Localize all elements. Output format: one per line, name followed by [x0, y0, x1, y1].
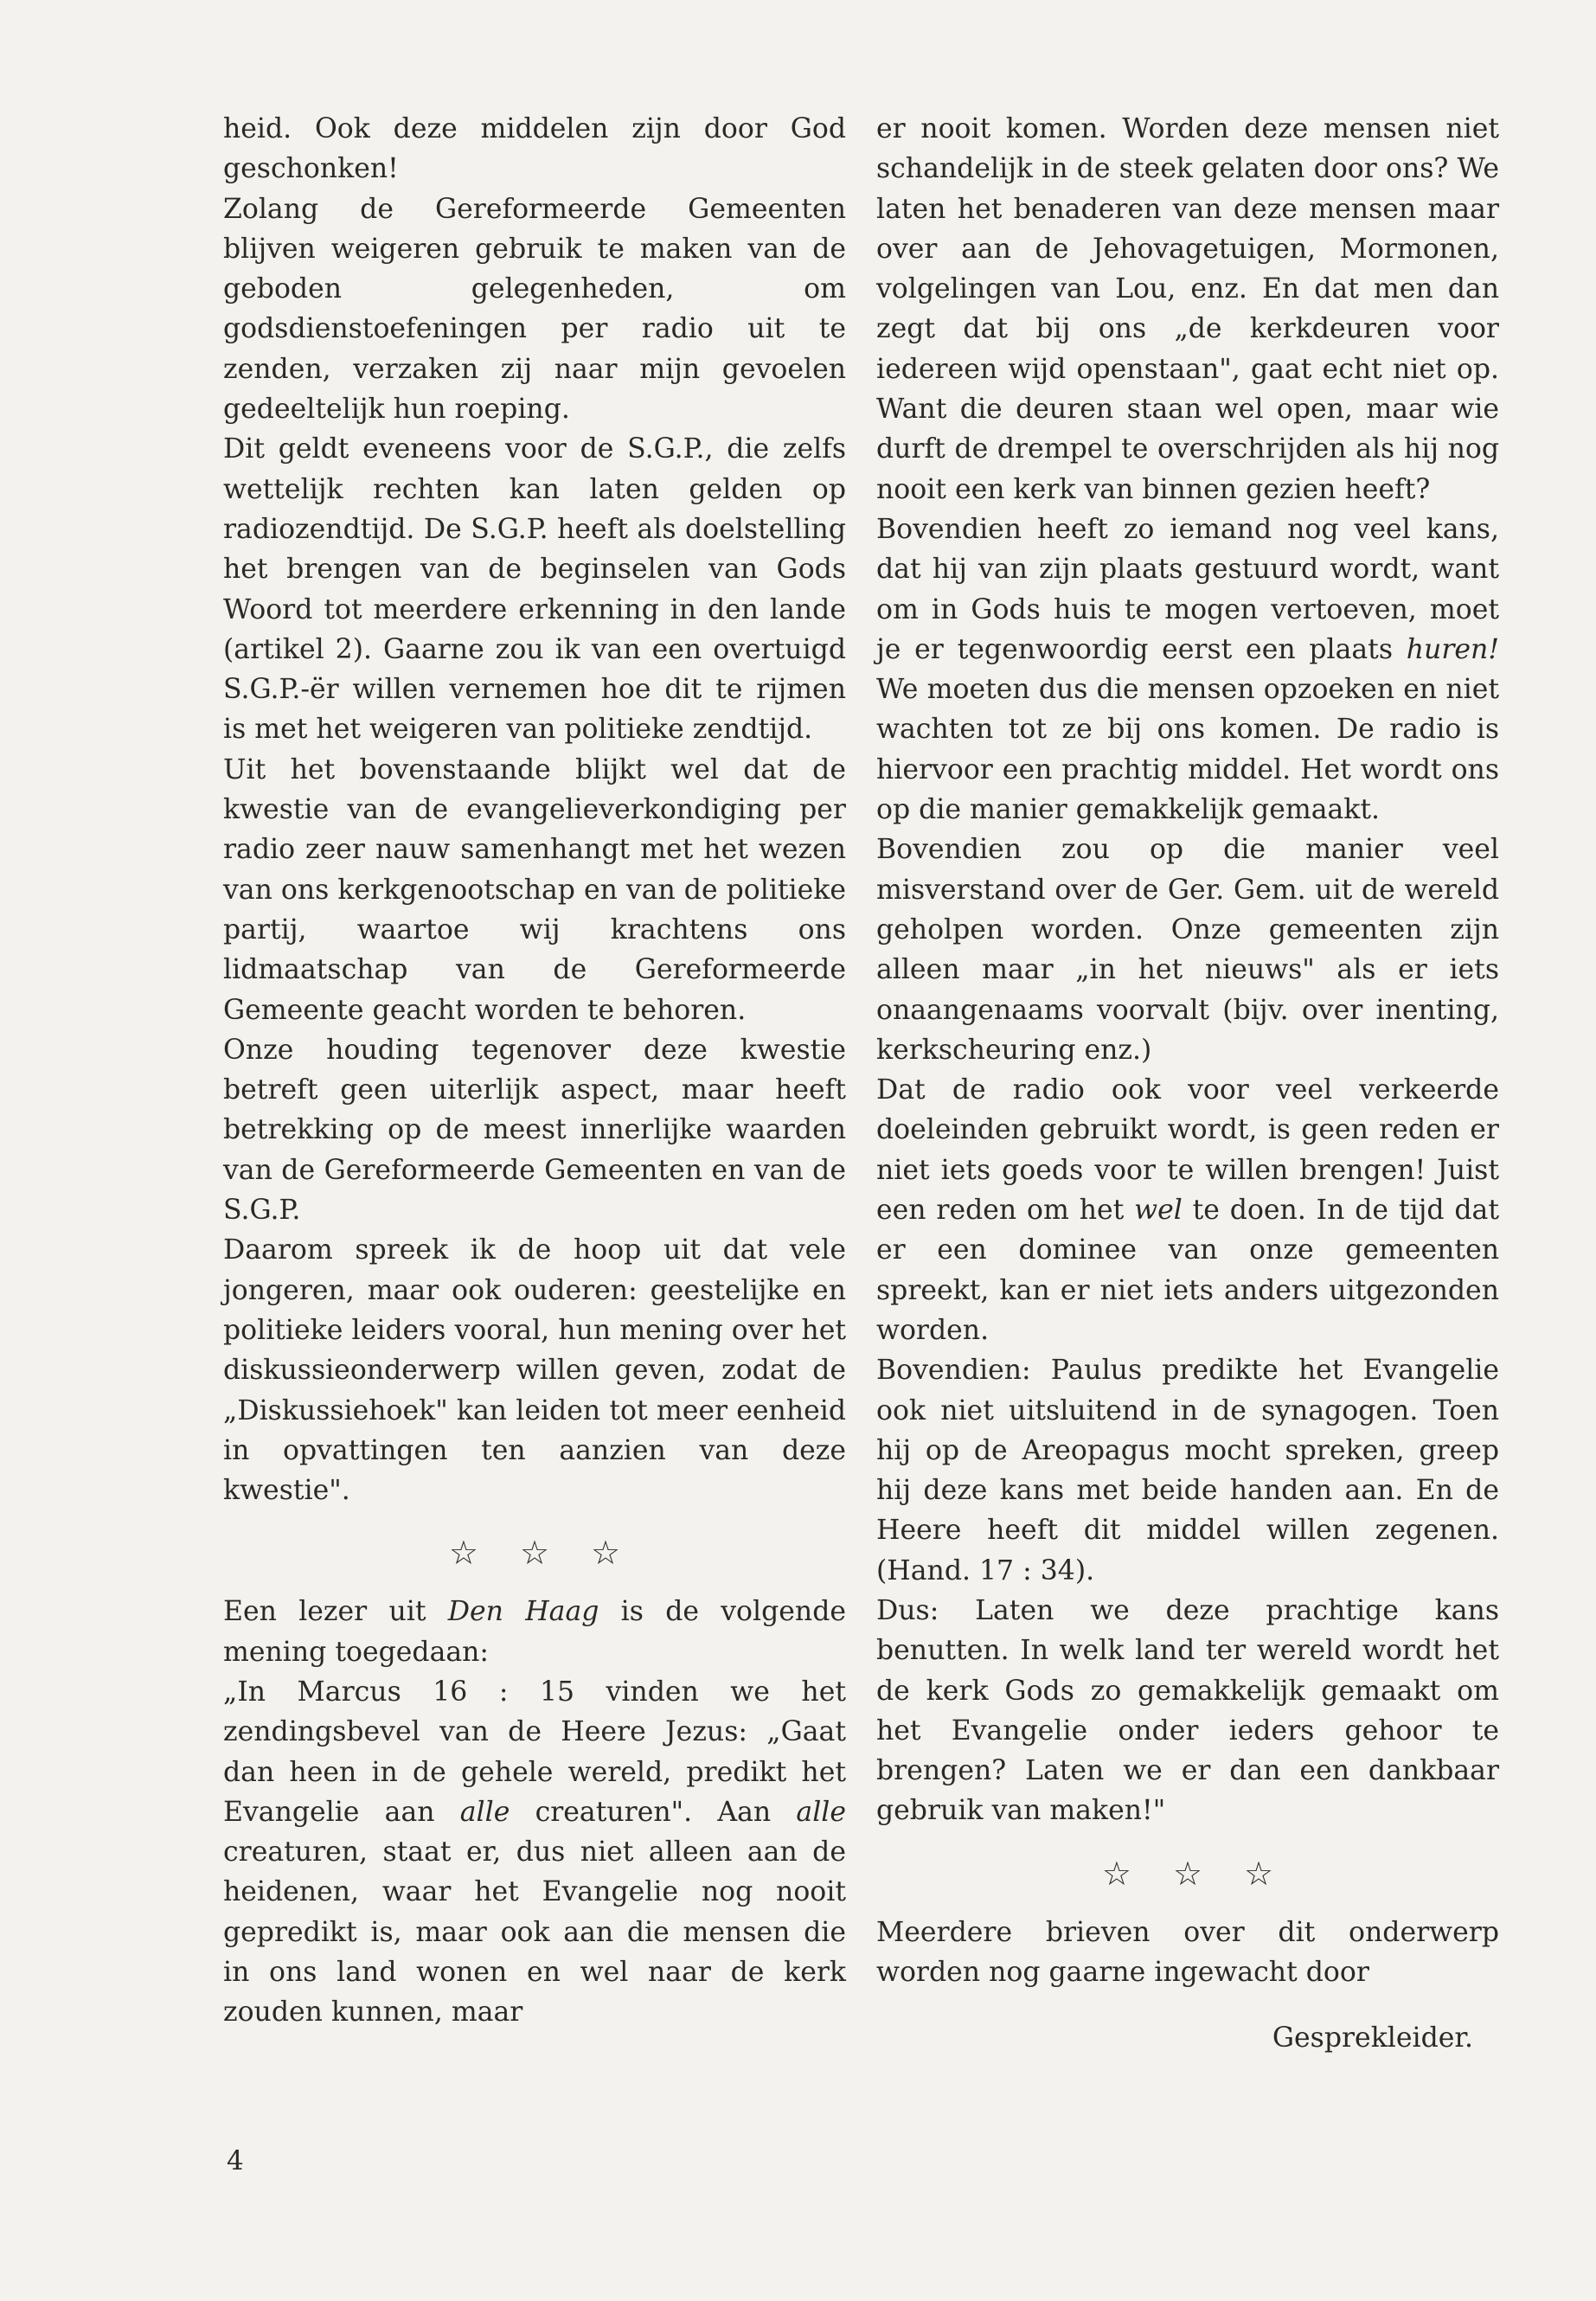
- star-icon: ☆: [1172, 1854, 1203, 1893]
- paragraph: Bovendien zou op die manier veel misverstand over de Ger. Gem. uit de wereld geholpen worden. Onze gemeenten zijn alleen maar „in het nieuws" als er iets onaangenaams voorvalt (bijv. over inenting, kerkscheuring enz.): [876, 834, 1499, 1066]
- paragraph: [876, 1070, 1499, 1350]
- text-run: „In Marcus 16 : 15 vinden we het zendingsbevel van de Heere Jezus: „Gaat dan heen in de gehele wereld, predikt het Evangelie aan: [223, 1676, 846, 1828]
- paragraph: [223, 1592, 846, 1672]
- right-column: [876, 109, 1499, 2059]
- star-icon: ☆: [1101, 1854, 1131, 1893]
- paragraph: [223, 1672, 846, 2033]
- text-run: Dat de radio ook voor veel verkeerde doeleinden gebruikt wordt, is geen reden er niet iets goeds voor te willen brengen! Juist een reden om het: [876, 1074, 1499, 1227]
- emphasis: alle: [796, 1796, 846, 1828]
- text-run: te doen. In de tijd dat er een dominee van onze gemeenten spreekt, kan er niet iets anders uitgezonden worden.: [876, 1195, 1499, 1346]
- text-run: is de volgende mening toegedaan:: [223, 1596, 846, 1668]
- text-run: Bovendien heeft zo iemand nog veel kans, dat hij van zijn plaats gestuurd wordt, want om in Gods huis te mogen vertoeven, moet je er tegenwoordig eerst een plaats: [876, 513, 1499, 665]
- paragraph: Dus: Laten we deze prachtige kans benutten. In welk land ter wereld wordt het de kerk Gods zo gemakkelijk gemaakt om het Evangelie onder ieders gehoor te brengen? Laten we er dan een dankbaar gebruik van maken!": [876, 1594, 1499, 1827]
- page-number: 4: [227, 2145, 244, 2176]
- paragraph: Bovendien: Paulus predikte het Evangelie ook niet uitsluitend in de synagogen. Toen hij op de Areopagus mocht spreken, greep hij deze kans met beide handen aan. En de Heere heeft dit middel willen zegenen. (Hand. 17 : 34).: [876, 1355, 1499, 1586]
- paragraph: Zolang de Gereformeerde Gemeenten blijven weigeren gebruik te maken van de geboden gelegenheden, om godsdienstoefeningen per radio uit te zenden, verzaken zij naar mijn gevoelen gedeeltelijk hun roeping.: [223, 193, 846, 426]
- star-icon: ☆: [519, 1534, 550, 1573]
- paragraph: Onze houding tegenover deze kwestie betreft geen uiterlijk aspect, maar heeft betrekking op de meest innerlijke waarden van de Gereformeerde Gemeenten en van de S.G.P.: [223, 1034, 846, 1227]
- paragraph: Daarom spreek ik de hoop uit dat vele jongeren, maar ook ouderen: geestelijke en politieke leiders vooral, hun mening over het diskussieonderwerp willen geven, zodat de „Diskussiehoek" kan leiden tot meer eenheid in opvattingen ten aanzien van deze kwestie".: [223, 1234, 846, 1507]
- paragraph: er nooit komen. Worden deze mensen niet schandelijk in de steek gelaten door ons? We laten het benaderen van deze mensen maar over aan de Jehovagetuigen, Mormonen, volgelingen van Lou, enz. En dat men dan zegt dat bij ons „de kerkdeuren voor iedereen wijd openstaan", gaat echt niet op. Want die deuren staan wel open, maar wie durft de drempel te overschrijden als hij nog nooit een kerk van binnen gezien heeft?: [876, 113, 1499, 505]
- star-icon: ☆: [1244, 1854, 1274, 1893]
- paragraph: Dit geldt eveneens voor de S.G.P., die zelfs wettelijk rechten kan laten gelden op radiozendtijd. De S.G.P. heeft als doelstelling het brengen van de beginselen van Gods Woord tot meerdere erkenning in den lande (artikel 2). Gaarne zou ik van een overtuigd S.G.P.-ër willen vernemen hoe dit te rijmen is met het weigeren van politieke zendtijd.: [223, 433, 846, 746]
- emphasis: huren!: [1406, 633, 1499, 665]
- paragraph: heid. Ook deze middelen zijn door God geschonken!: [223, 113, 846, 185]
- text-run: creaturen, staat er, dus niet alleen aan de heidenen, waar het Evangelie nog nooit gepredikt is, maar ook aan die mensen die in ons land wonen en wel naar de kerk zouden kunnen, maar: [223, 1836, 846, 2029]
- left-column: [223, 109, 846, 2033]
- place-name: Den Haag: [447, 1596, 599, 1628]
- section-divider-stars: [223, 1533, 846, 1573]
- paragraph: Meerdere brieven over dit onderwerp worden nog gaarne ingewacht door: [876, 1916, 1499, 1989]
- emphasis: wel: [1134, 1195, 1183, 1227]
- text-run: creaturen". Aan: [510, 1796, 797, 1828]
- star-icon: ☆: [448, 1534, 478, 1573]
- star-icon: ☆: [591, 1534, 621, 1573]
- emphasis: alle: [459, 1796, 510, 1828]
- text-run: We moeten dus die mensen opzoeken en niet wachten tot ze bij ons komen. De radio is hiervoor een prachtig middel. Het wordt ons op die manier gemakkelijk gemaakt.: [876, 674, 1499, 826]
- section-divider-stars: [876, 1854, 1499, 1894]
- text-run: Een lezer uit: [223, 1596, 448, 1628]
- paragraph: [876, 510, 1499, 830]
- signature: Gesprekleider.: [1272, 2022, 1473, 2054]
- paragraph: Uit het bovenstaande blijkt wel dat de kwestie van de evangelieverkondiging per radio zeer nauw samenhangt met het wezen van ons kerkgenootschap en van de politieke partij, waartoe wij krachtens ons lidmaatschap van de Gereformeerde Gemeente geacht worden te behoren.: [223, 753, 846, 1026]
